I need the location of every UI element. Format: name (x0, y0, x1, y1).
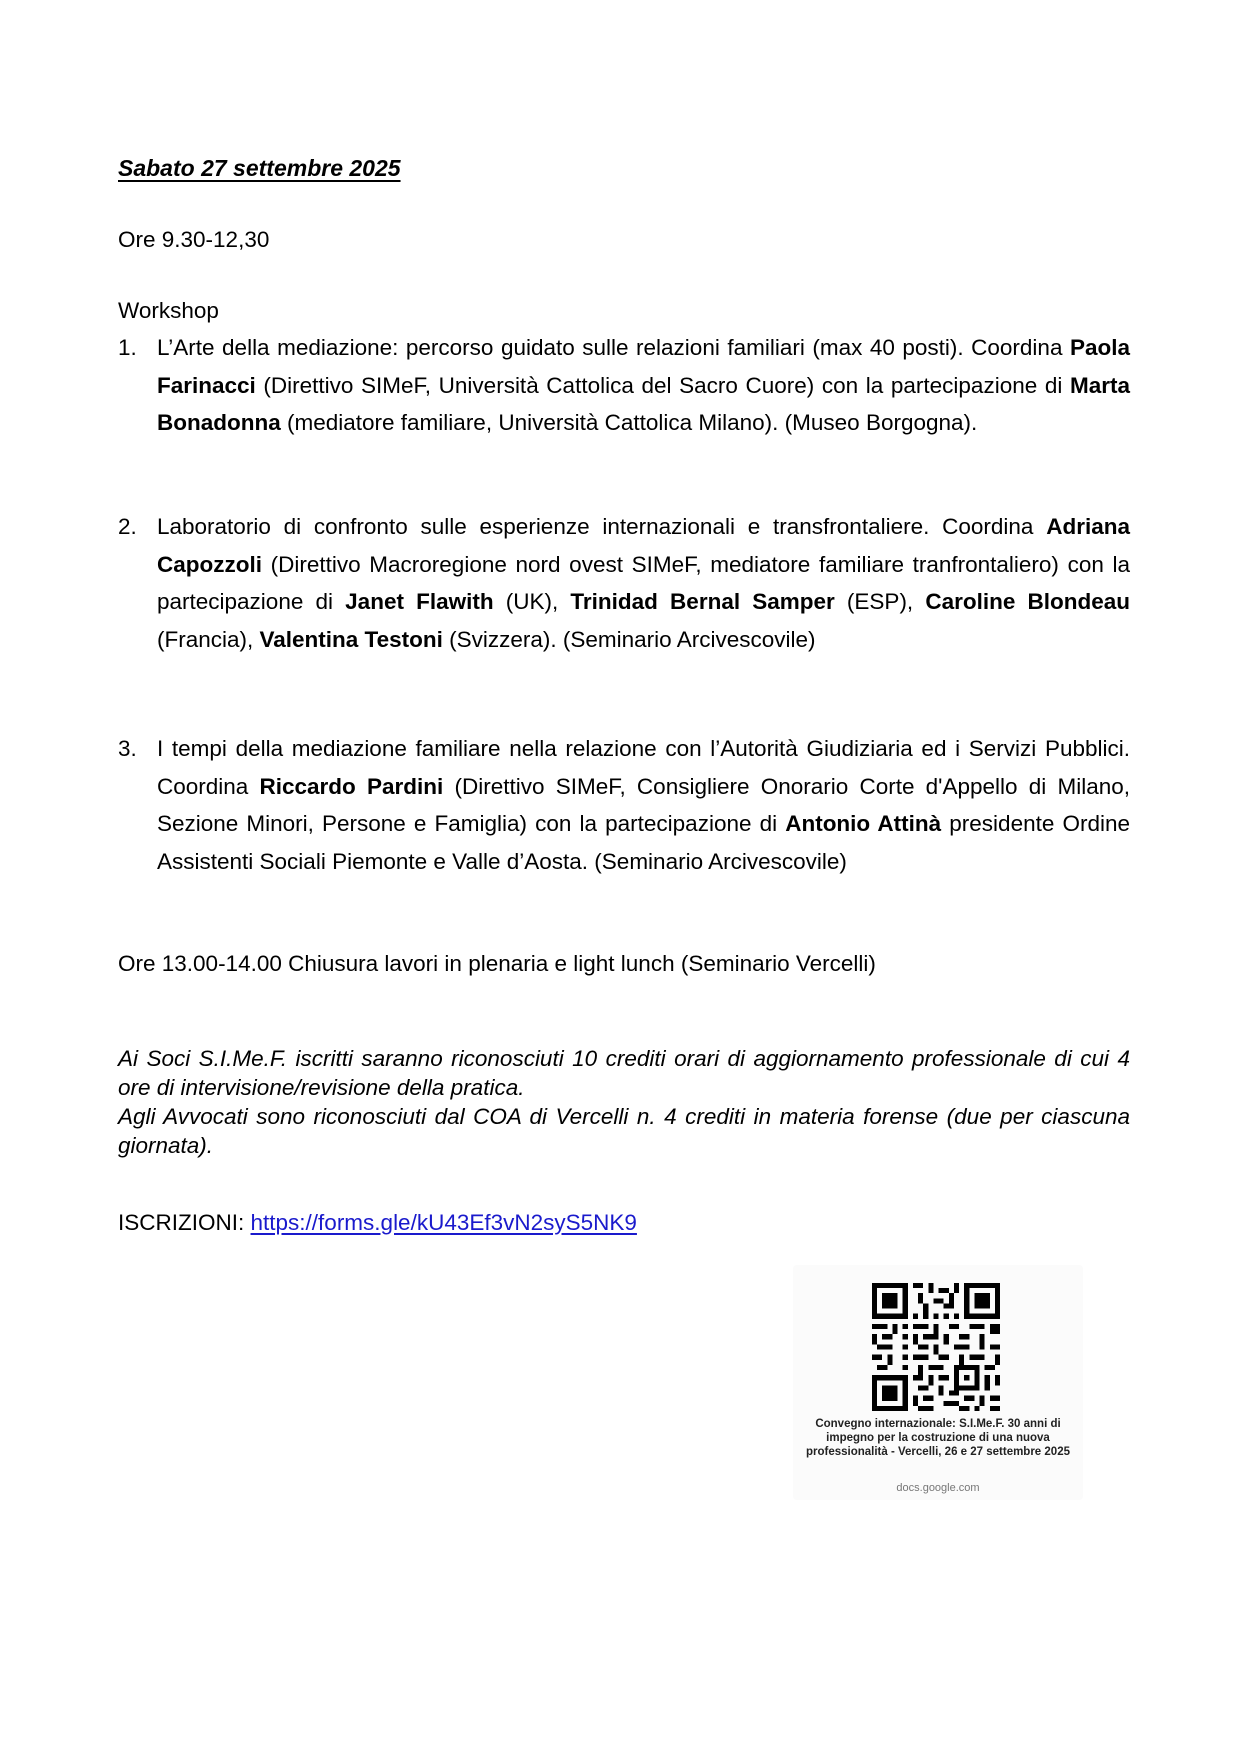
coordinator-name: Paola Farinacci (157, 335, 1130, 398)
list-number: 3. (118, 736, 137, 761)
closing-session: Ore 13.00-14.00 Chiusura lavori in plenaria e light lunch (Seminario Vercelli) (118, 951, 876, 976)
workshop-item-3 (118, 730, 1130, 880)
workshop-item-2 (118, 508, 1130, 658)
participant-name: Caroline Blondeau (925, 589, 1131, 614)
participant-name: Trinidad Bernal Samper (570, 589, 835, 614)
list-number: 1. (118, 335, 137, 360)
registration-line (118, 1204, 637, 1242)
coordinator-name: Riccardo Pardini (259, 773, 444, 799)
coordinator-name: Adriana Capozzoli (157, 514, 1130, 577)
participant-name: Valentina Testoni (259, 626, 443, 652)
credits-note (118, 1044, 1130, 1160)
qr-card[interactable] (793, 1265, 1083, 1500)
registration-label: ISCRIZIONI: (118, 1210, 251, 1235)
section-label: Workshop (118, 298, 219, 323)
qr-card-domain: docs.google.com (896, 1482, 980, 1494)
workshop-item-1 (118, 329, 1130, 442)
workshop-description: I tempi della mediazione familiare nella relazione con l’Autorità Giudiziaria ed i Servizi Pubblici. Coordina Riccardo Pardini (Direttivo SIMeF, Consigliere Onorario Corte d'Appello di Milano, Sezione Minori, Persone e Famiglia) con la partecipazione di Antonio Attinà presidente Ordine Assistenti Sociali Piemonte e Valle d’Aosta. (Seminario Arcivescovile) (157, 736, 1130, 874)
participant-name: Janet Flawith (345, 589, 494, 614)
workshop-description: Laboratorio di confronto sulle esperienze internazionali e transfrontaliere. Coordina Adriana Capozzoli (Direttivo Macroregione nord ovest SIMeF, mediatore familiare tranfrontaliero) con la partecipazione di Janet Flawith (UK), Trinidad Bernal Samper (ESP), Caroline Blondeau (Francia), Valentina Testoni (Svizzera). (Seminario Arcivescovile) (157, 514, 1131, 652)
credits-members: Ai Soci S.I.Me.F. iscritti saranno riconosciuti 10 crediti orari di aggiornamento professionale di cui 4 ore di intervisione/revisione della pratica. (118, 1046, 1130, 1100)
participant-name: Marta Bonadonna (157, 372, 1130, 435)
workshop-description: L’Arte della mediazione: percorso guidato sulle relazioni familiari (max 40 posti). Coordina Paola Farinacci (Direttivo SIMeF, Università Cattolica del Sacro Cuore) con la partecipazione di Marta Bonadonna (mediatore familiare, Università Cattolica Milano). (Museo Borgogna). (157, 335, 1130, 435)
session-hours: Ore 9.30-12,30 (118, 227, 270, 252)
qr-code-icon (872, 1283, 1000, 1411)
list-number: 2. (118, 514, 137, 539)
participant-name: Antonio Attinà (785, 811, 942, 836)
registration-link[interactable]: https://forms.gle/kU43Ef3vN2syS5NK9 (250, 1210, 637, 1235)
credits-lawyers: Agli Avvocati sono riconosciuti dal COA di Vercelli n. 4 crediti in materia forense (due per ciascuna giornata). (118, 1104, 1130, 1158)
day-heading: Sabato 27 settembre 2025 (118, 155, 401, 181)
qr-card-title: Convegno internazionale: S.I.Me.F. 30 anni di impegno per la costruzione di una nuova professionalità - Vercelli, 26 e 27 settembre 2025 (805, 1418, 1070, 1458)
